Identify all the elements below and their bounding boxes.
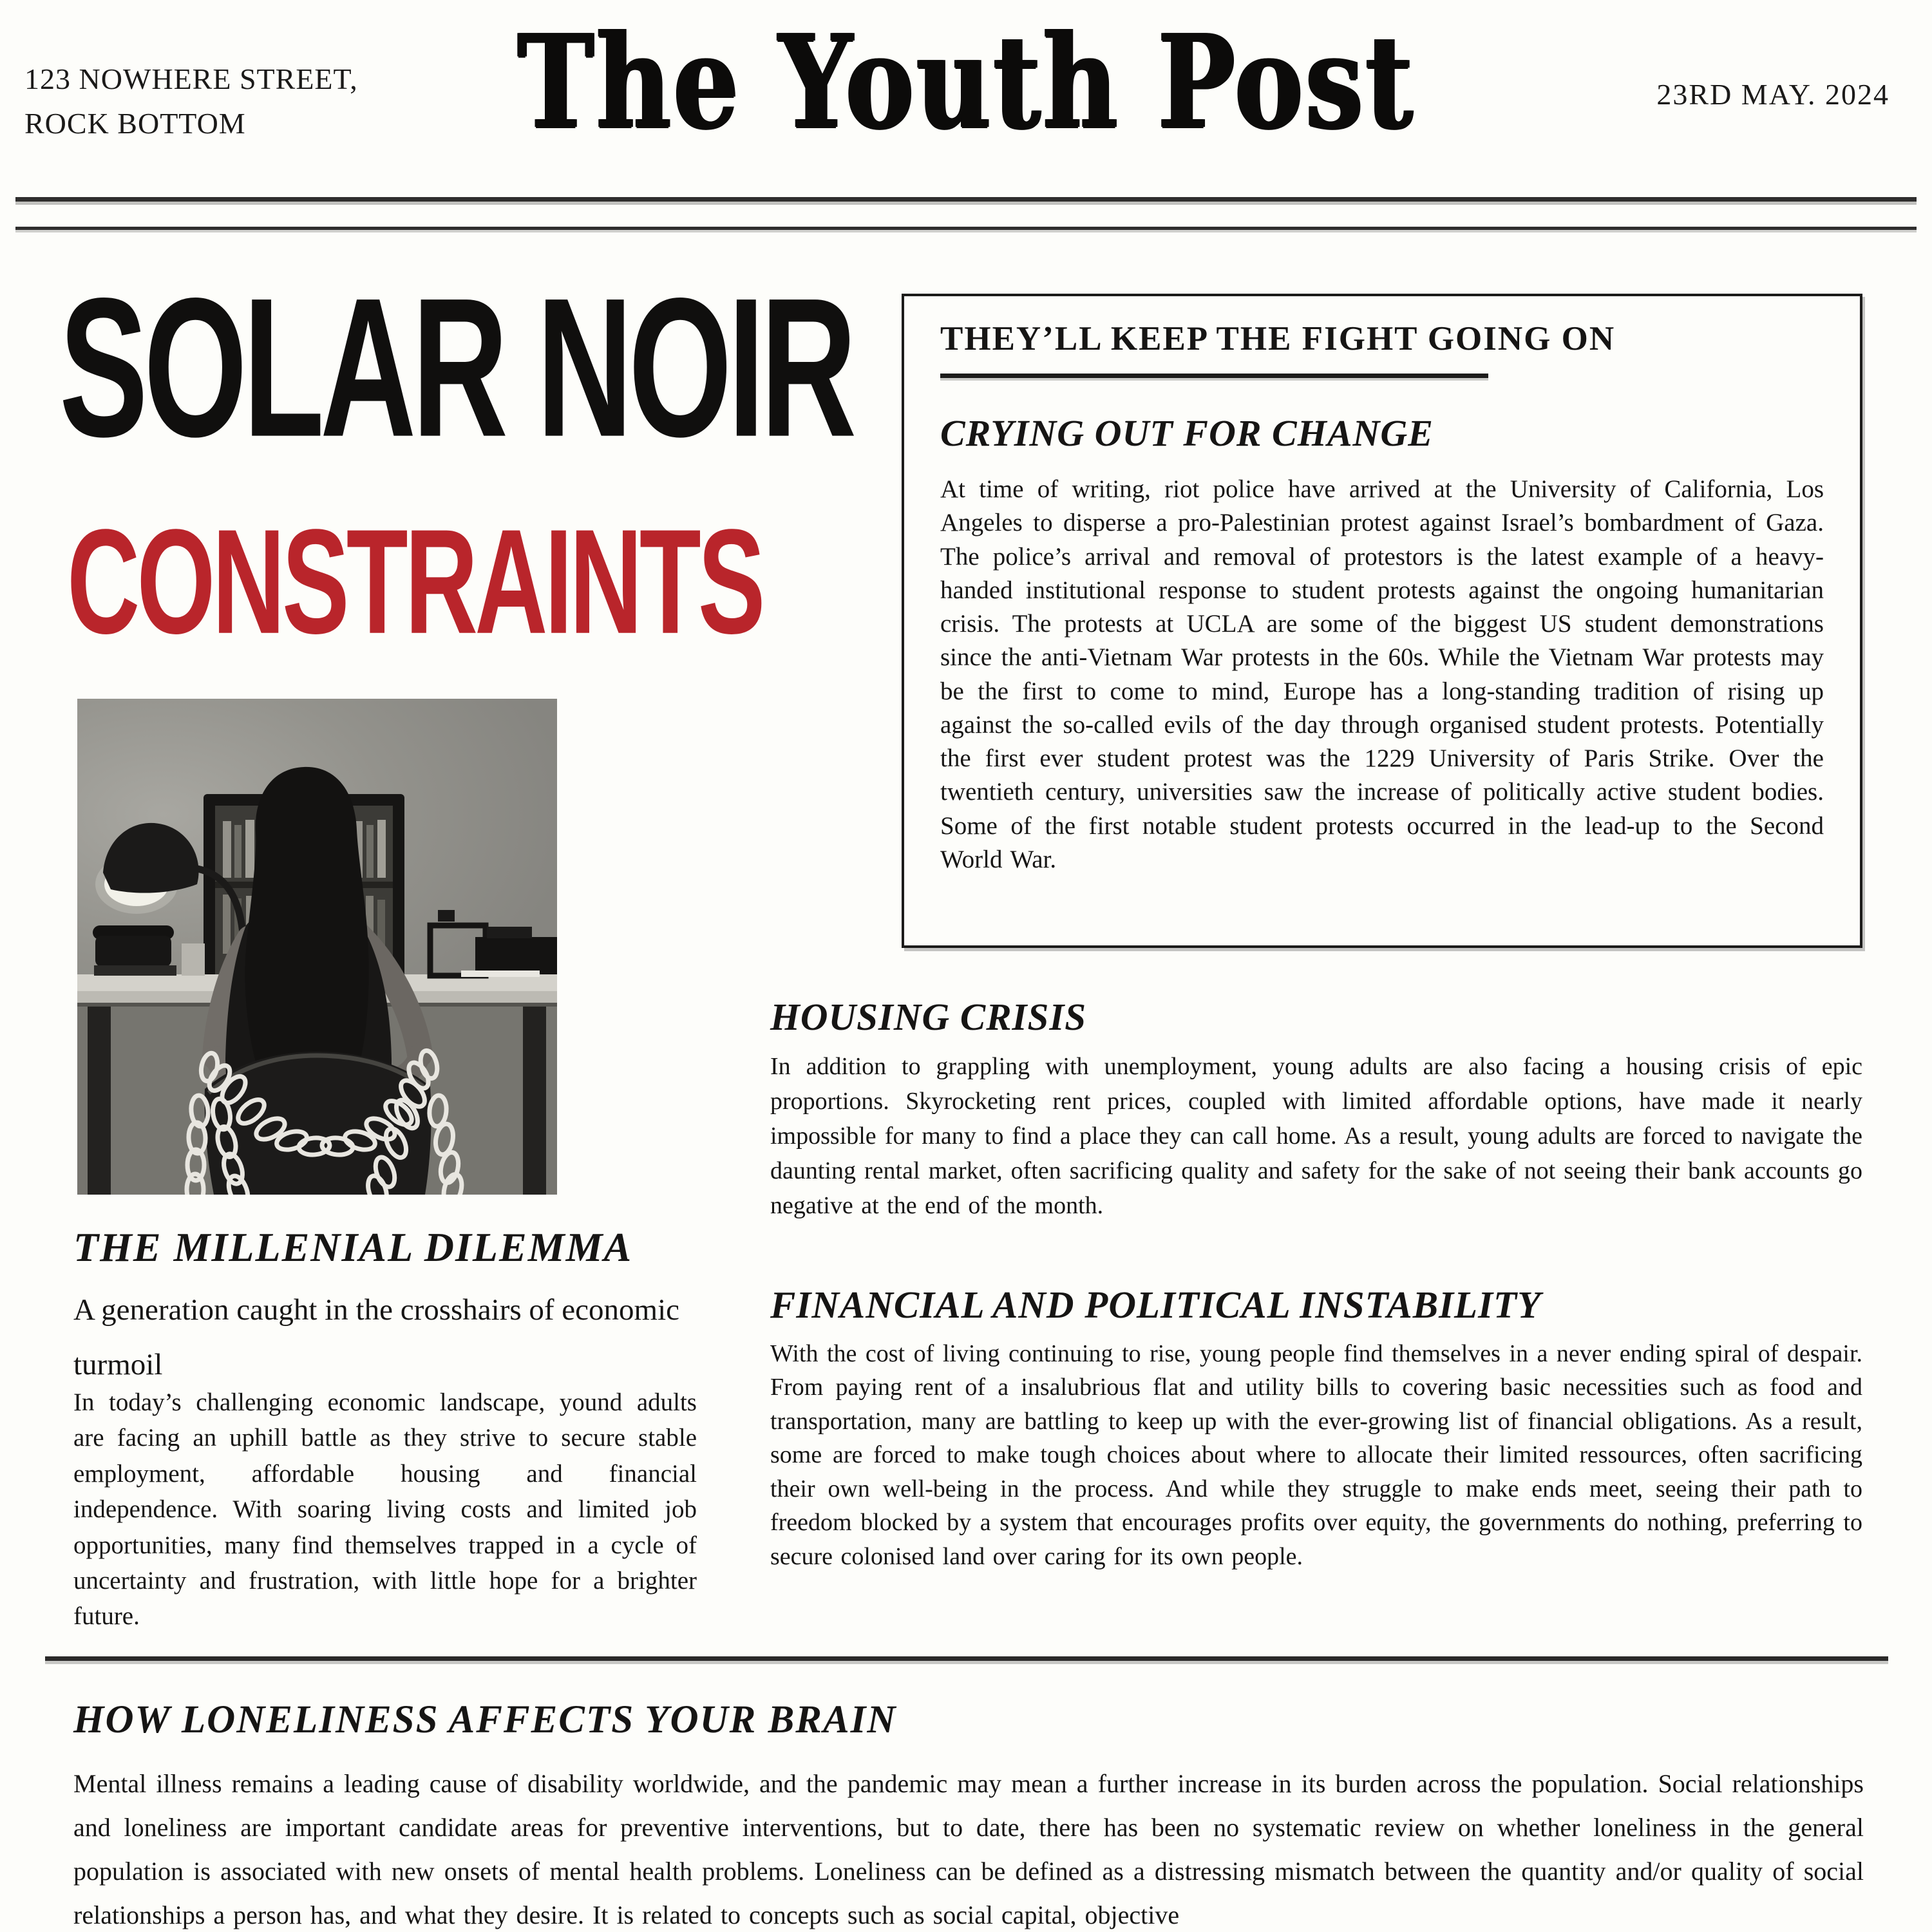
address-line-2: ROCK BOTTOM: [24, 107, 246, 140]
boxed-article-kicker-underline: [940, 374, 1488, 378]
issue-date: 23RD MAY. 2024: [1656, 78, 1889, 111]
millennial-article-body: In today’s challenging economic landscape, yound adults are facing an uphill battle as they strive to secure stable employment, affordable housing and financial independence. With soaring living costs and limited job opportunities, many find themselves trapped in a cycle of uncertainty and frustration, with little hope for a brighter future.: [73, 1388, 697, 1631]
masthead-divider-bottom: [15, 227, 1917, 230]
loneliness-article-body: Mental illness remains a leading cause of disability worldwide, and the pandemic may mean a further increase in its burden across the population. Social relationships and loneliness are important candidate areas for preventive interventions, but to date, there has been no systematic review on whether loneliness in the general population is associated with new onsets of mental health problems. Loneliness can be defined as a distressing mismatch between the quantity and/or quality of social relationships a person has, and what they desire. It is related to concepts such as social capital, objective: [73, 1769, 1864, 1929]
millennial-article-heading: THE MILLENIAL DILEMMA: [73, 1224, 633, 1270]
financial-article-heading: FINANCIAL AND POLITICAL INSTABILITY: [770, 1283, 1542, 1326]
housing-article-body: In addition to grappling with unemployment, young adults are also facing a housing crisis of epic proportions. Skyrocketing rent prices, coupled with limited affordable options, have made it nearly impossible for many to find a place they can call home. As a result, young adults are forced to navigate the daunting rental market, often sacrificing quality and safety for the sake of not seeing their bank accounts go negative at the end of the month.: [770, 1053, 1862, 1219]
millennial-article-subheading: A generation caught in the crosshairs of economic turmoil: [73, 1293, 680, 1381]
boxed-article-kicker: THEY’LL KEEP THE FIGHT GOING ON: [940, 320, 1616, 357]
masthead-title: The Youth Post: [517, 6, 1415, 158]
desk-leg-left: [88, 1003, 111, 1195]
boxed-article-heading: CRYING OUT FOR CHANGE: [940, 412, 1434, 454]
address-line-1: 123 NOWHERE STREET,: [24, 62, 358, 95]
boxed-article: [902, 294, 1862, 948]
long-hair: [245, 767, 368, 1090]
section-divider: [45, 1656, 1888, 1661]
photo-illustration: [77, 699, 557, 1195]
article-photo-chained-woman: [77, 699, 557, 1195]
publisher-address: [24, 57, 358, 146]
housing-article-heading: HOUSING CRISIS: [770, 996, 1087, 1038]
desk-leg-right: [523, 1003, 546, 1195]
main-headline-accent: CONSTRAINTS: [67, 498, 762, 665]
main-headline: SOLAR NOIR: [59, 257, 853, 478]
masthead-divider-top: [15, 197, 1917, 202]
boxed-article-body: At time of writing, riot police have arrived at the University of California, Los Angeles to disperse a pro-Palestinian protest against Israel’s bombardment of Gaza. The police’s arrival and removal of protestors is the latest example of a heavy-handed institutional response to student protests against the ongoing humanitarian crisis. The protests at UCLA are some of the biggest US student demonstrations since the anti-Vietnam War protests in the 60s. While the Vietnam War protests may be the first to come to mind, Europe has a long-standing tradition of rising up against the so-called evils of the day through organised student protests. Potentially the first ever student protest was the 1229 University of Paris Strike. Over the twentieth century, universities saw the increase of politically active student bodies. Some of the first notable student protests occurred in the lead-up to the Second World War.: [940, 475, 1824, 873]
financial-article-body: With the cost of living continuing to rise, young people find themselves in a never ending spiral of despair. From paying rent of a insalubrious flat and utility bills to covering basic necessities such as food and transportation, many are battling to keep up with the ever-growing list of financial obligations. As a result, some are forced to make tough choices about where to allocate their limited ressources, often sacrificing their own well-being in the process. And while they struggle to make ends meet, seeing their path to freedom blocked by a system that encourages profits over equity, the governments do nothing, preferring to secure colonised land over caring for its own people.: [770, 1340, 1862, 1570]
loneliness-article-heading: HOW LONELINESS AFFECTS YOUR BRAIN: [73, 1698, 897, 1741]
